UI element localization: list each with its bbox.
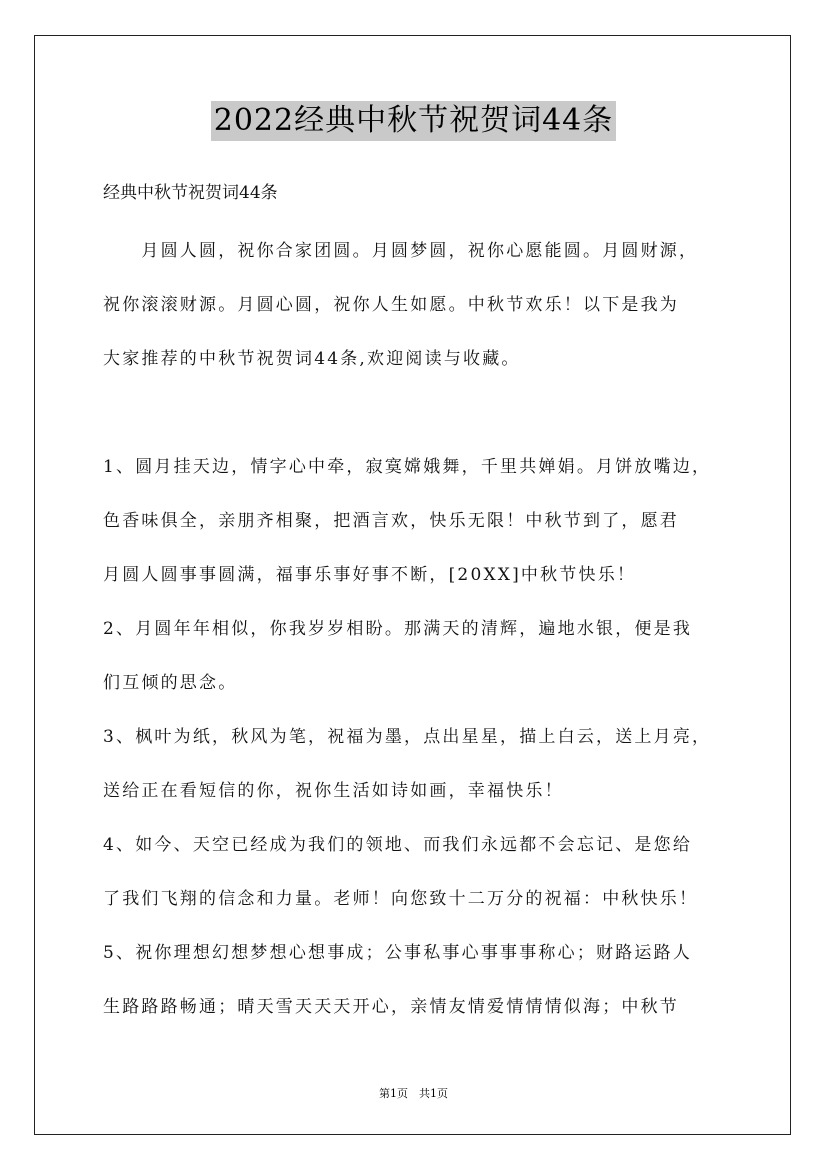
blank-line xyxy=(103,386,743,440)
title-container xyxy=(0,101,827,141)
body-line: 送给正在看短信的你，祝你生活如诗如画，幸福快乐！ xyxy=(103,781,564,801)
body-line: 1、圆月挂天边，情字心中牵，寂寞嫦娥舞，千里共婵娟。月饼放嘴边， xyxy=(103,457,712,477)
body-line: 生路路路畅通；晴天雪天天天开心，亲情友情爱情情情似海；中秋节 xyxy=(103,997,679,1017)
body-line: 月圆人圆，祝你合家团圆。月圆梦圆，祝你心愿能圆。月圆财源， xyxy=(103,241,699,261)
body-line: 2、月圆年年相似，你我岁岁相盼。那满天的清辉，遍地水银，便是我 xyxy=(103,619,693,639)
body-line: 5、祝你理想幻想梦想心想事成；公事私事心事事事称心；财路运路人 xyxy=(103,943,693,963)
body-line: 大家推荐的中秋节祝贺词44条,欢迎阅读与收藏。 xyxy=(103,349,521,369)
body-line: 月圆人圆事事圆满，福事乐事好事不断，[20XX]中秋节快乐！ xyxy=(103,565,637,585)
body-line: 了我们飞翔的信念和力量。老师！向您致十二万分的祝福：中秋快乐！ xyxy=(103,889,699,909)
body-line: 们互倾的思念。 xyxy=(103,673,238,693)
document-body xyxy=(103,224,743,1034)
body-line: 祝你滚滚财源。月圆心圆，祝你人生如愿。中秋节欢乐！以下是我为 xyxy=(103,295,679,315)
body-line: 色香味俱全，亲朋齐相聚，把酒言欢，快乐无限！中秋节到了，愿君 xyxy=(103,511,679,531)
document-title: 2022经典中秋节祝贺词44条 xyxy=(211,101,617,141)
body-line: 3、枫叶为纸，秋风为笔，祝福为墨，点出星星，描上白云，送上月亮， xyxy=(103,727,712,747)
body-line: 4、如今、天空已经成为我们的领地、而我们永远都不会忘记、是您给 xyxy=(103,835,693,855)
document-subtitle: 经典中秋节祝贺词44条 xyxy=(103,183,278,203)
page-footer: 第1页 共1页 xyxy=(379,1087,448,1100)
